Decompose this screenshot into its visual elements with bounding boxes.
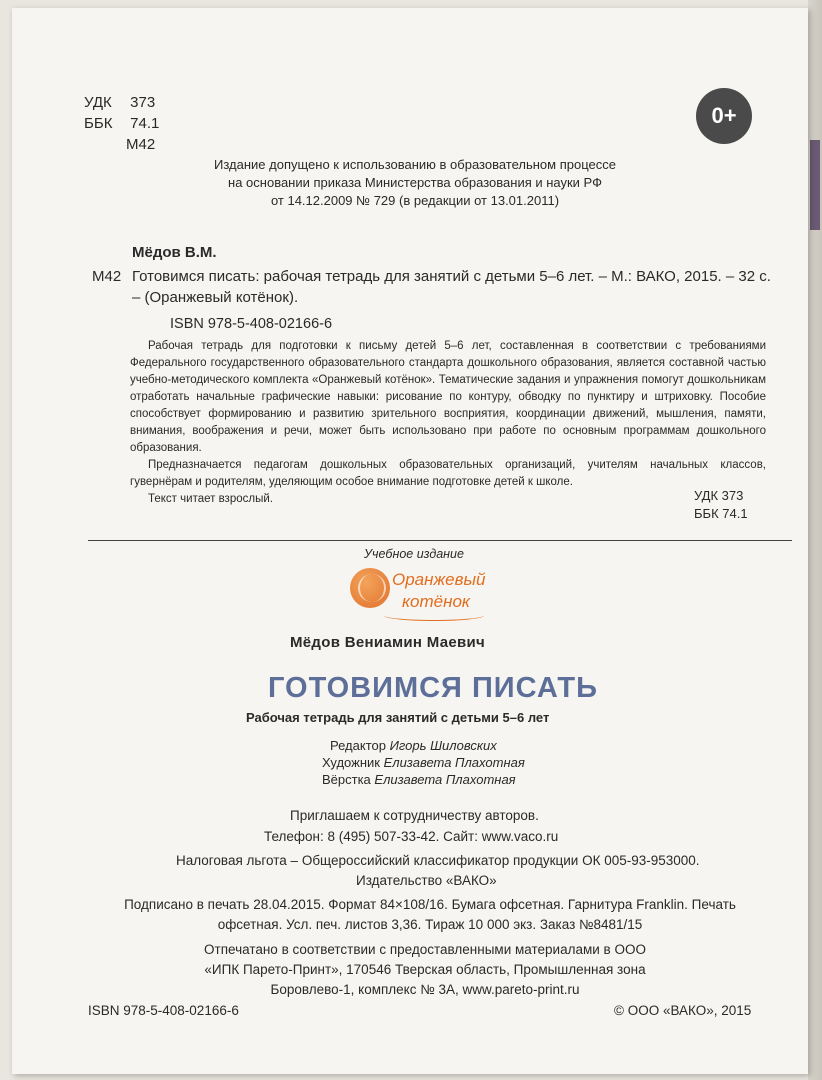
catalog-codes-bottom — [694, 487, 748, 523]
approval-line: на основании приказа Министерства образования и науки РФ — [228, 175, 602, 190]
abstract-paragraph: Рабочая тетрадь для подготовки к письму детей 5–6 лет, составленная в соответствии с требованиями Федерального государственного образовательного стандарта дошкольного образования, является составной частью учебно-методического комплекта «Оранжевый котёнок». Тематические задания и упражнения помогут дошкольникам отработать начальные графические навыки: рисование по контуру, обводку по пунктиру и штриховку. Пособие способствует формированию и развитию зрительного восприятия, координации движений, мышления, памяти, внимания, воображения и речи, может быть использовано при работе по основным программам дошкольного образования. — [130, 340, 766, 454]
printer-info: Отпечатано в соответствии с предоставленными материалами в ООО «ИПК Парето-Принт», 170546 Тверская область, Промышленная зона Боровлево-1, комплекс № 3А, www.pareto-print.ru — [204, 942, 646, 997]
bibliographic-description: Готовимся писать: рабочая тетрадь для занятий с детьми 5–6 лет. – М.: ВАКО, 2015. – 32 с. – (Оранжевый котёнок). — [132, 268, 771, 306]
abstract-paragraph: Текст читает взрослый. — [148, 493, 273, 505]
series-logo-line1: Оранжевый — [392, 570, 486, 589]
credits — [322, 737, 525, 788]
series-logo — [350, 566, 500, 622]
udk-label: УДК — [84, 94, 112, 111]
credit-row — [322, 754, 525, 771]
age-rating-badge: 0+ — [696, 88, 752, 144]
page-edge — [808, 0, 822, 1080]
bbk-label: ББК — [84, 115, 113, 132]
author-sign-code: М42 — [126, 136, 156, 153]
abstract — [130, 338, 766, 508]
isbn-bottom: ISBN 978-5-408-02166-6 — [88, 1003, 239, 1018]
bbk-value: 74.1 — [130, 115, 160, 132]
section-divider — [88, 540, 792, 541]
copyright-notice: © ООО «ВАКО», 2015 — [614, 1003, 752, 1018]
cover-edge-mark — [810, 140, 820, 230]
bibliographic-code: М42 — [92, 268, 122, 285]
book-title: ГОТОВИМСЯ ПИСАТЬ — [268, 672, 598, 704]
abstract-paragraph: Предназначается педагогам дошкольных образовательных организаций, учителям начальных классов, гувернёрам и родителям, уделяющим особое внимание подготовке детей к школе. — [130, 459, 766, 488]
credit-role: Художник — [322, 755, 380, 770]
credit-row — [330, 737, 525, 754]
edition-type: Учебное издание — [364, 547, 464, 561]
bbk-code: ББК 74.1 — [694, 506, 748, 521]
approval-line: Издание допущено к использованию в образовательном процессе — [214, 157, 616, 172]
book-subtitle: Рабочая тетрадь для занятий с детьми 5–6 лет — [246, 710, 550, 725]
bibliographic-isbn: ISBN 978-5-408-02166-6 — [170, 316, 333, 332]
approval-line: от 14.12.2009 № 729 (в редакции от 13.01.2011) — [270, 193, 560, 208]
print-details: Подписано в печать 28.04.2015. Формат 84×108/16. Бумага офсетная. Гарнитура Franklin. Печать офсетная. Усл. печ. листов 3,36. Тираж 10 000 экз. Заказ №8481/15 — [124, 897, 736, 932]
credit-row — [322, 771, 525, 788]
credit-role: Вёрстка — [322, 772, 371, 787]
authors-invitation: Приглашаем к сотрудничеству авторов. — [290, 808, 539, 823]
full-author-name: Мёдов Вениамин Маевич — [290, 634, 486, 651]
catalog-codes-top — [84, 92, 168, 155]
approval-notice — [180, 156, 650, 210]
credit-name: Игорь Шиловских — [389, 738, 497, 753]
udk-value: 373 — [130, 94, 156, 111]
yarn-ball-icon — [350, 568, 390, 608]
udk-code: УДК 373 — [694, 488, 744, 503]
bibliographic-author: Мёдов В.М. — [132, 244, 217, 261]
series-logo-line2: котёнок — [402, 592, 470, 611]
credit-name: Елизавета Плахотная — [383, 755, 525, 770]
contact-info: Телефон: 8 (495) 507-33-42. Сайт: www.vaco.ru — [264, 829, 559, 844]
tax-benefit: Налоговая льгота – Общероссийский классификатор продукции ОК 005-93-953000. — [176, 853, 700, 868]
publisher-name: Издательство «ВАКО» — [356, 873, 497, 888]
credit-role: Редактор — [330, 738, 386, 753]
credit-name: Елизавета Плахотная — [374, 772, 516, 787]
logo-swirl — [384, 610, 484, 621]
